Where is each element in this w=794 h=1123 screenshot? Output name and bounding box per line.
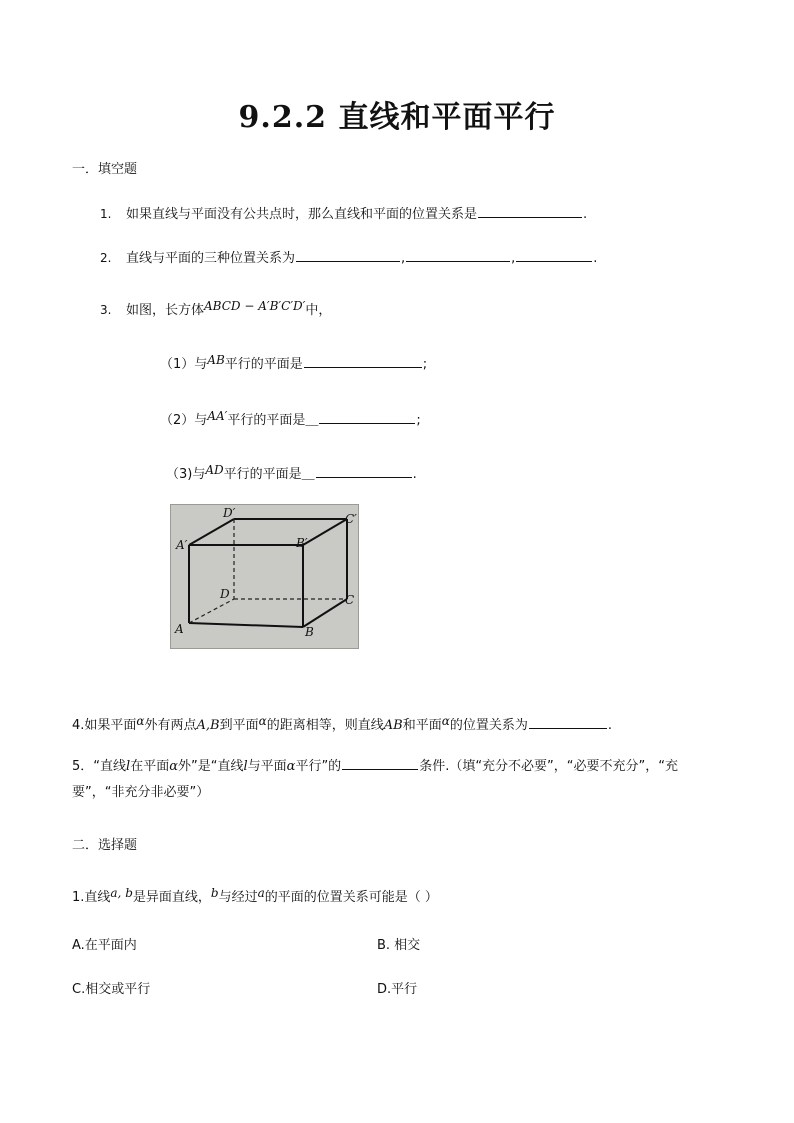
cuboid-diagram xyxy=(171,505,358,648)
blank-filler: ＿ xyxy=(305,413,319,428)
math-alpha: α xyxy=(258,714,267,728)
sub-label: （1）与 xyxy=(160,357,208,372)
question-text: 到平面 xyxy=(219,718,259,733)
option-a[interactable]: A.在平面内 xyxy=(72,938,137,953)
label-a: A xyxy=(175,622,184,636)
choice-question-1 xyxy=(72,886,438,905)
question-text: 在平面 xyxy=(130,759,170,774)
section-heading-multiple-choice: 二．选择题 xyxy=(72,838,138,853)
edge-a-b xyxy=(189,623,303,627)
question-3 xyxy=(100,299,331,318)
question-3-sub-3 xyxy=(166,463,417,482)
edge-b-c xyxy=(303,599,347,627)
option-d[interactable]: D.平行 xyxy=(377,982,418,997)
question-text: 如果直线与平面没有公共点时，那么直线和平面的位置关系是 xyxy=(126,207,478,222)
question-text: 1.直线 xyxy=(72,890,111,905)
punctuation: . xyxy=(583,207,588,222)
math-b: b xyxy=(210,886,219,900)
question-text: 4.如果平面 xyxy=(72,718,137,733)
math-a: a xyxy=(257,886,265,900)
question-number: 1. xyxy=(100,207,112,221)
label-d1: D′ xyxy=(223,506,236,520)
question-text: 和平面 xyxy=(402,718,442,733)
math-expression: AB xyxy=(207,353,225,367)
question-2 xyxy=(100,247,597,266)
math-alpha: α xyxy=(441,714,450,728)
question-text: 的距离相等，则直线 xyxy=(266,718,384,733)
question-text: 的位置关系为 xyxy=(449,718,528,733)
math-alpha: α xyxy=(169,759,178,774)
question-text: 平行的平面是 xyxy=(227,413,306,428)
blank-filler: ＿ xyxy=(301,467,315,482)
question-text: 如图，长方体 xyxy=(126,303,205,318)
option-b[interactable]: B. 相交 xyxy=(377,938,421,953)
section-heading-fill-in: 一．填空题 xyxy=(72,162,138,177)
math-expression: ABCD − A′B′C′D′ xyxy=(204,299,306,313)
question-1 xyxy=(100,203,587,222)
punctuation: . xyxy=(593,251,598,266)
answer-blank[interactable] xyxy=(478,204,582,218)
math-expression: AA′ xyxy=(207,409,228,423)
page-title: 9.2.2 直线和平面平行 xyxy=(238,100,556,135)
question-text: 外”是“直线 xyxy=(177,759,244,774)
answer-blank[interactable] xyxy=(319,410,415,424)
math-l: l xyxy=(126,759,131,774)
punctuation: . xyxy=(412,467,417,482)
question-5-line-1 xyxy=(72,754,678,780)
question-text: 与平面 xyxy=(247,759,287,774)
question-3-sub-1 xyxy=(160,353,427,372)
label-b: B xyxy=(305,625,314,639)
question-text: 5．“直线 xyxy=(72,759,127,774)
question-4 xyxy=(72,714,612,733)
question-text: 平行的平面是 xyxy=(223,467,302,482)
question-3-sub-2 xyxy=(160,409,421,428)
answer-blank[interactable] xyxy=(516,248,592,262)
question-text: 条件.（填“充分不必要”，“必要不充分”，“充 xyxy=(419,759,678,774)
punctuation: ; xyxy=(422,357,428,372)
separator: , xyxy=(401,251,406,266)
math-line-ab: AB xyxy=(383,718,403,733)
question-text: 是异面直线， xyxy=(132,890,211,905)
math-expression: AD xyxy=(205,463,224,477)
question-5 xyxy=(72,754,678,806)
label-b1: B′ xyxy=(296,536,308,550)
math-points: A,B xyxy=(196,718,220,733)
answer-blank[interactable] xyxy=(304,354,422,368)
math-alpha: α xyxy=(136,714,145,728)
question-5-line-2: 要”，“非充分非必要”） xyxy=(72,785,210,800)
question-text: 中， xyxy=(305,303,332,318)
question-text: 平行”的 xyxy=(295,759,342,774)
sub-label: （2）与 xyxy=(160,413,208,428)
edge-a1-d1 xyxy=(189,519,234,545)
cuboid-figure xyxy=(170,504,359,649)
label-c: C xyxy=(345,593,355,607)
math-alpha: α xyxy=(286,759,296,774)
answer-blank[interactable] xyxy=(316,464,412,478)
question-text: 直线与平面的三种位置关系为 xyxy=(126,251,296,266)
question-text: 平行的平面是 xyxy=(224,357,303,372)
answer-blank[interactable] xyxy=(342,756,418,770)
label-d: D xyxy=(220,587,230,601)
answer-blank[interactable] xyxy=(406,248,510,262)
math-l: l xyxy=(243,759,248,774)
separator: , xyxy=(511,251,516,266)
option-c[interactable]: C.相交或平行 xyxy=(72,982,151,997)
label-a1: A′ xyxy=(176,538,188,552)
question-number: 2. xyxy=(100,251,112,265)
label-c1: C′ xyxy=(345,512,357,526)
punctuation: ; xyxy=(416,413,421,428)
question-number: 3. xyxy=(100,303,112,317)
edge-b1-c1 xyxy=(303,519,347,545)
math-ab: a, b xyxy=(110,886,133,900)
sub-label: （3)与 xyxy=(166,467,206,482)
question-text: 外有两点 xyxy=(144,718,197,733)
question-text: 的平面的位置关系可能是（ ） xyxy=(264,890,438,905)
edge-a-d-hidden xyxy=(189,599,234,623)
question-text: 与经过 xyxy=(218,890,258,905)
punctuation: . xyxy=(607,718,612,733)
answer-blank[interactable] xyxy=(529,715,607,729)
answer-blank[interactable] xyxy=(296,248,400,262)
